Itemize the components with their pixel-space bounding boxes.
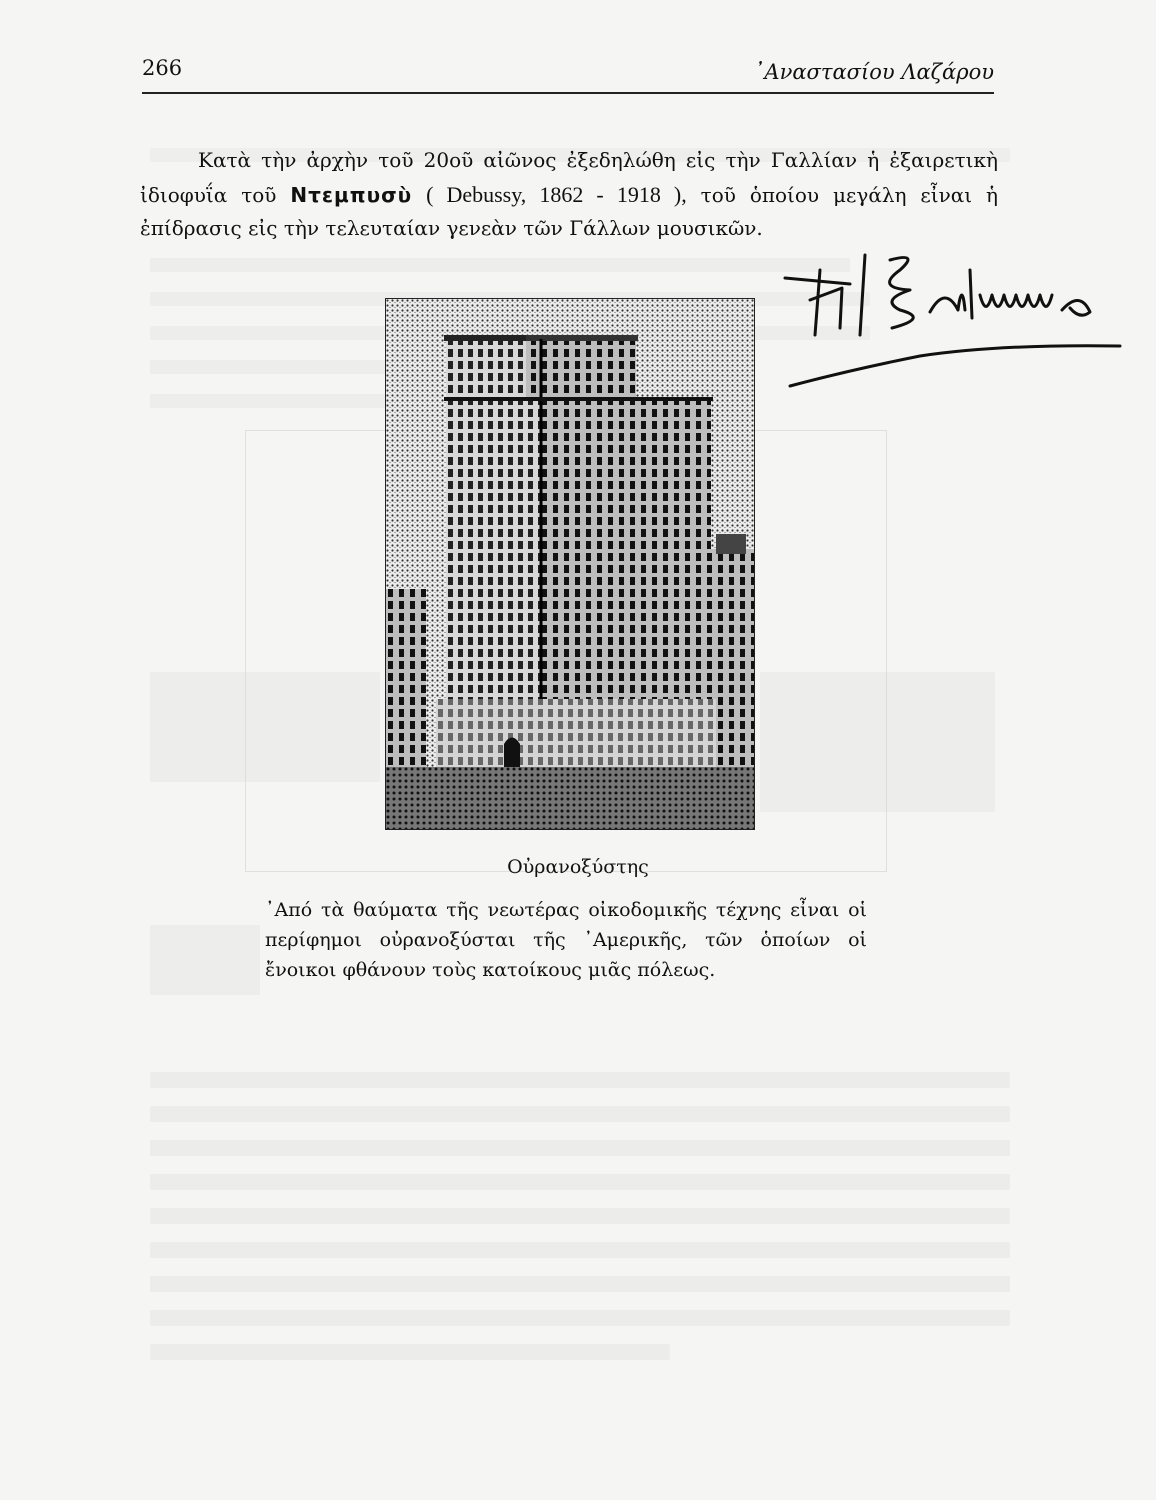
figure-caption-text: ᾿Από τὰ θαύματα τῆς νεωτέρας οἰκοδομικῆς τέχνης εἶναι οἱ περίφημοι οὐρανοξύσται τῆς ᾿Αμερικῆς, τῶν ὁποίων οἱ ἔνοικοι φθάνουν τοὺς κατοίκους μιᾶς πόλεως. bbox=[265, 899, 867, 981]
running-head: ᾿Αναστασίου Λαζάρου bbox=[753, 60, 994, 84]
signature-scrawl bbox=[780, 240, 1125, 400]
handwritten-signature bbox=[780, 240, 1125, 400]
skyscraper-engraving bbox=[386, 299, 754, 829]
page-header bbox=[142, 52, 994, 94]
body-paragraph bbox=[140, 144, 998, 246]
figure-caption-title: Οὐρανοξύστης bbox=[507, 856, 649, 878]
skyscraper-photo bbox=[385, 298, 755, 830]
composer-name: Ντεμπυσὺ bbox=[290, 182, 413, 207]
composer-dates: ( Debussy, 1862 - 1918 ), bbox=[426, 181, 687, 207]
paragraph-text-after: τοῦ ὁποίου μεγάλη εἶναι ἡ ἐπίδρασις εἰς τὴν τελευταίαν γενεὰν τῶν Γάλλων μουσικῶν. bbox=[140, 182, 999, 240]
paragraph-text-before: Κατὰ τὴν ἀρχὴν τοῦ 20οῦ αἰῶνος ἐξεδηλώθη εἰς τὴν Γαλλίαν ἡ ἐξαιρετικὴ ἰδιοφυΐα τοῦ bbox=[140, 148, 998, 207]
page-number: 266 bbox=[142, 56, 183, 80]
